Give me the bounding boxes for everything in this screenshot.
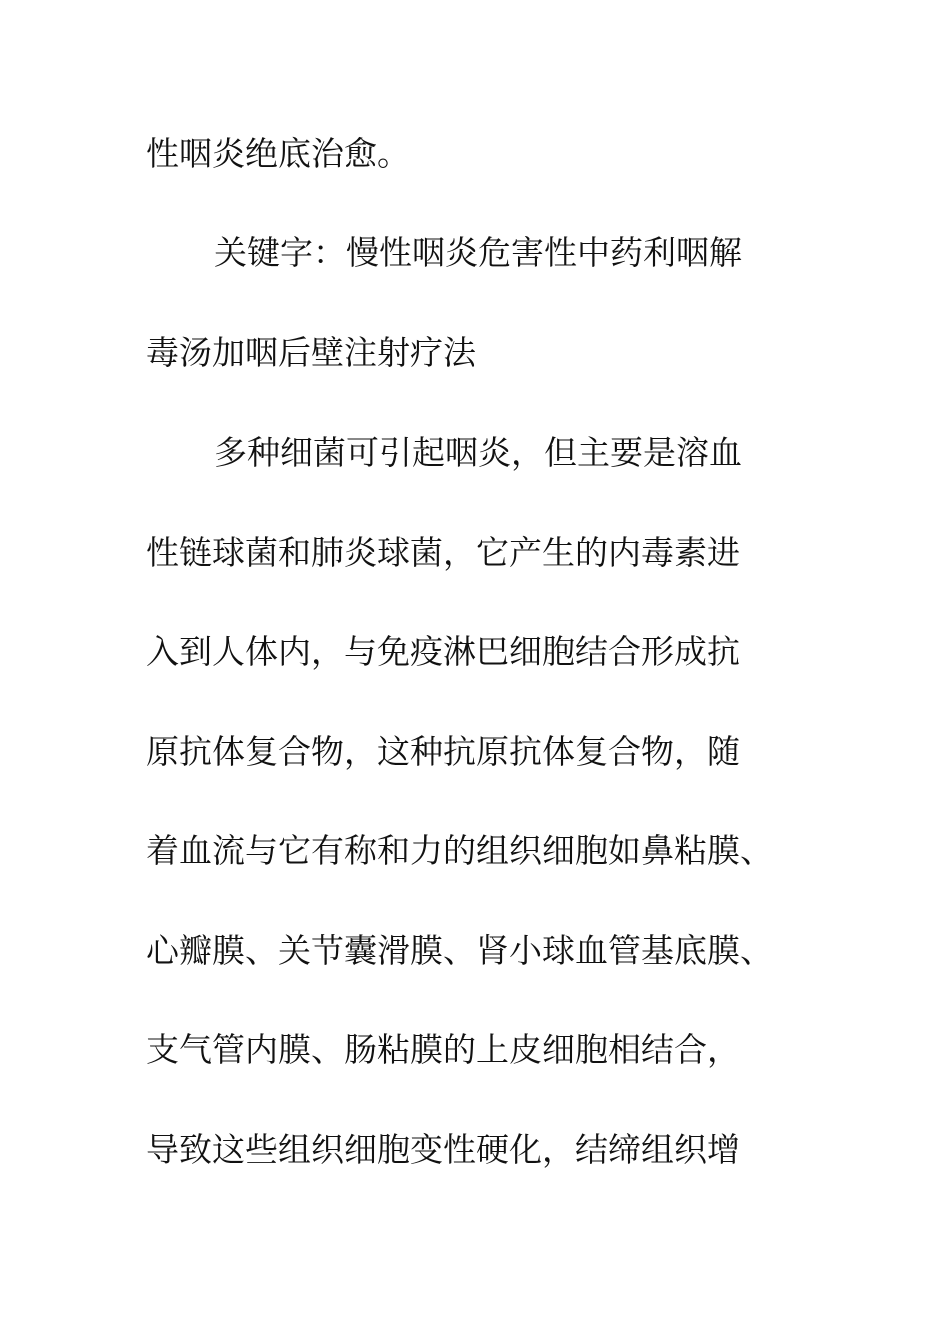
text-line-11: 导致这些组织细胞变性硬化，结缔组织增 bbox=[146, 1130, 740, 1169]
text-line-10: 支气管内膜、肠粘膜的上皮细胞相结合， bbox=[146, 1030, 740, 1069]
text-line-5: 性链球菌和肺炎球菌，它产生的内毒素进 bbox=[146, 533, 740, 572]
keywords-line-2: 毒汤加咽后壁注射疗法 bbox=[146, 333, 476, 372]
keywords-line-1: 关键字：慢性咽炎危害性中药利咽解 bbox=[214, 233, 742, 272]
text-line-9: 心瓣膜、关节囊滑膜、肾小球血管基底膜、 bbox=[146, 931, 773, 970]
text-line-7: 原抗体复合物，这种抗原抗体复合物，随 bbox=[146, 732, 740, 771]
text-line-1: 性咽炎绝底治愈。 bbox=[146, 134, 410, 173]
text-line-4: 多种细菌可引起咽炎，但主要是溶血 bbox=[214, 433, 742, 472]
text-line-6: 入到人体内，与免疫淋巴细胞结合形成抗 bbox=[146, 632, 740, 671]
text-line-8: 着血流与它有称和力的组织细胞如鼻粘膜、 bbox=[146, 831, 773, 870]
